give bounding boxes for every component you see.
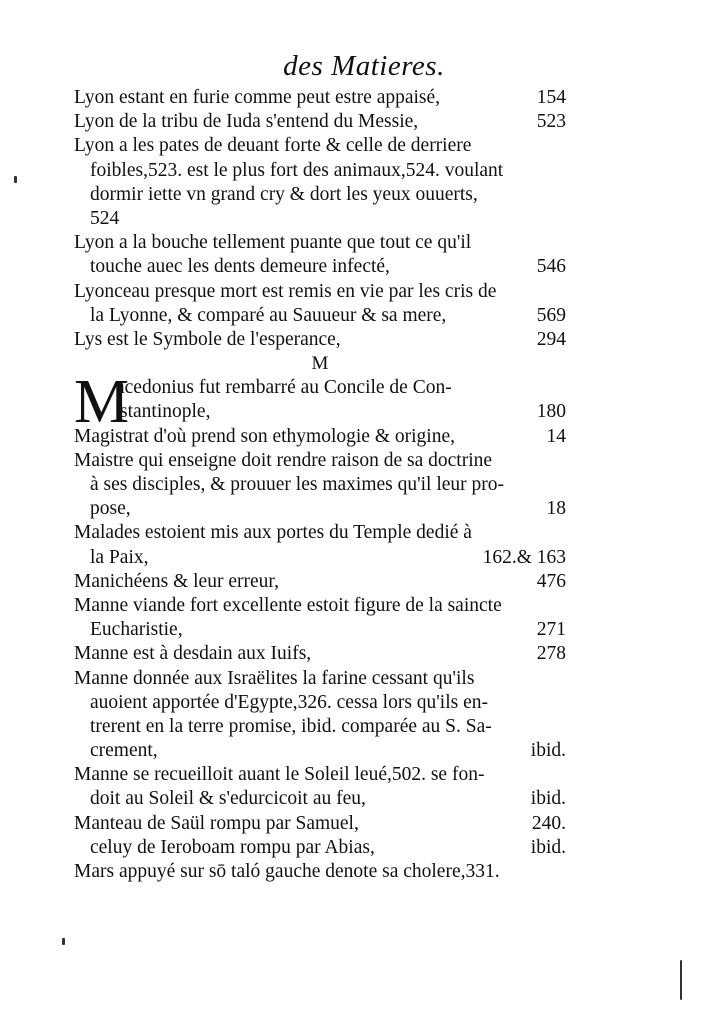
margin-speck — [14, 176, 17, 183]
entry-page-number: ibid. — [530, 788, 566, 810]
entry-text: touche auec les dents demeure infecté, — [90, 256, 390, 278]
entry-line — [74, 497, 566, 521]
entry-text: Lyon estant en furie comme peut estre appaisé, — [74, 87, 441, 108]
entry-page-number: 476 — [536, 570, 566, 592]
entry-text: Manichéens & leur erreur, — [74, 570, 279, 592]
entry-line — [74, 594, 566, 618]
entry-page-number: 240. — [531, 812, 566, 834]
entry-text: Maistre qui enseigne doit rendre raison de sa doctrine — [74, 449, 493, 471]
margin-speck — [62, 938, 65, 945]
entry-page-number: 14 — [546, 425, 566, 447]
entry-text: crement, — [90, 740, 158, 762]
dropcap-letter: M — [74, 368, 130, 437]
entry-text: la Lyonne, & comparé au Sauueur & sa mere, — [90, 304, 447, 326]
entry-line — [74, 618, 566, 642]
entry-line — [74, 425, 566, 449]
entry-page-number: 546 — [536, 256, 566, 278]
entry-line — [74, 449, 566, 473]
entry-line — [74, 860, 566, 884]
entry-text: Manteau de Saül rompu par Samuel, — [74, 812, 359, 834]
entry-text: acedonius fut rembarré au Concile de Con- — [116, 377, 452, 399]
entry-page-number: ibid. — [530, 836, 566, 858]
entry-page-number: 162.& 163 — [482, 546, 566, 568]
entry-text: dormir iette vn grand cry & dort les yeux ouuerts, — [90, 183, 478, 205]
entry-text: Lyon de la tribu de Iuda s'entend du Messie, — [74, 111, 419, 133]
entry-text: celuy de Ieroboam rompu par Abias, — [90, 836, 375, 858]
entry-line — [74, 280, 566, 304]
entry-text: Manne se recueilloit auant le Soleil leué,502. se fon- — [74, 764, 485, 786]
entry-text: Manne est à desdain aux Iuifs, — [74, 643, 312, 665]
entry-text: pose, — [90, 498, 131, 520]
entry-line — [74, 667, 566, 691]
entry-line — [74, 86, 566, 110]
entry-text: Lyon a les pates de deuant forte & celle de derriere — [74, 135, 472, 157]
entry-text: Eucharistie, — [90, 619, 183, 641]
entry-page-number: 154 — [536, 87, 566, 108]
entry-line — [74, 787, 566, 811]
index-entries — [74, 86, 566, 884]
entry-text: Malades estoient mis aux portes du Temple dedié à — [74, 522, 472, 544]
entry-line — [74, 812, 566, 836]
entry-line — [74, 473, 566, 497]
entry-page-number: 523 — [536, 111, 566, 133]
entry-line — [74, 159, 566, 183]
entry-line — [74, 836, 566, 860]
entry-text: doit au Soleil & s'edurcicoit au feu, — [90, 788, 366, 810]
entry-page-number: 278 — [536, 643, 566, 665]
entry-line — [74, 521, 566, 545]
entry-line — [74, 642, 566, 666]
entry-text: Lyonceau presque mort est remis en vie par les cris de — [74, 280, 497, 302]
entry-line — [74, 183, 566, 207]
entry-page-number: 180 — [536, 401, 566, 423]
entry-text: Lys est le Symbole de l'esperance, — [74, 328, 341, 350]
entry-text: Mars appuyé sur sō taló gauche denote sa cholere,331. — [74, 861, 500, 883]
entry-line — [74, 570, 566, 594]
entry-page-number: 271 — [536, 619, 566, 641]
entry-text: Magistrat d'où prend son ethymologie & origine, — [74, 425, 455, 447]
entry-line — [74, 207, 566, 231]
section-letter: M — [311, 353, 329, 375]
entry-text: stantinople, — [120, 401, 211, 423]
entry-line — [74, 304, 566, 328]
entry-line — [74, 110, 566, 134]
entry-page-number: 18 — [546, 498, 566, 520]
entry-page-number: 569 — [536, 304, 566, 326]
entry-text: Lyon a la bouche tellement puante que tout ce qu'il — [74, 232, 472, 254]
entry-text: Manne viande fort excellente estoit figure de la saincte — [74, 594, 502, 616]
entry-text: foibles,523. est le plus fort des animaux,524. voulant — [90, 159, 504, 181]
page-header: des Matieres. — [283, 50, 445, 82]
margin-speck — [680, 960, 682, 1000]
entry-text: à ses disciples, & prouuer les maximes qu'il leur pro- — [90, 474, 505, 496]
entry-line — [74, 231, 566, 255]
entry-line — [74, 134, 566, 158]
entry-text: la Paix, — [90, 546, 149, 568]
entries-block-m — [74, 425, 566, 885]
entry-line — [74, 255, 566, 279]
entries-block-l — [74, 86, 566, 352]
entry-line — [74, 376, 566, 400]
entry-line — [74, 715, 566, 739]
entry-page-number: ibid. — [530, 740, 566, 762]
entry-line — [74, 763, 566, 787]
entry-line — [74, 739, 566, 763]
entry-line — [74, 400, 566, 424]
entry-line — [74, 328, 566, 352]
entry-line — [74, 691, 566, 715]
entry-text: trerent en la terre promise, ibid. comparée au S. Sa- — [90, 715, 492, 737]
entry-text: 524 — [90, 207, 120, 229]
entry-page-number: 294 — [536, 328, 566, 350]
entry-line — [74, 546, 566, 570]
entry-text: auoient apportée d'Egypte,326. cessa lors qu'ils en- — [90, 691, 488, 713]
entry-text: Manne donnée aux Israëlites la farine cessant qu'ils — [74, 667, 475, 689]
